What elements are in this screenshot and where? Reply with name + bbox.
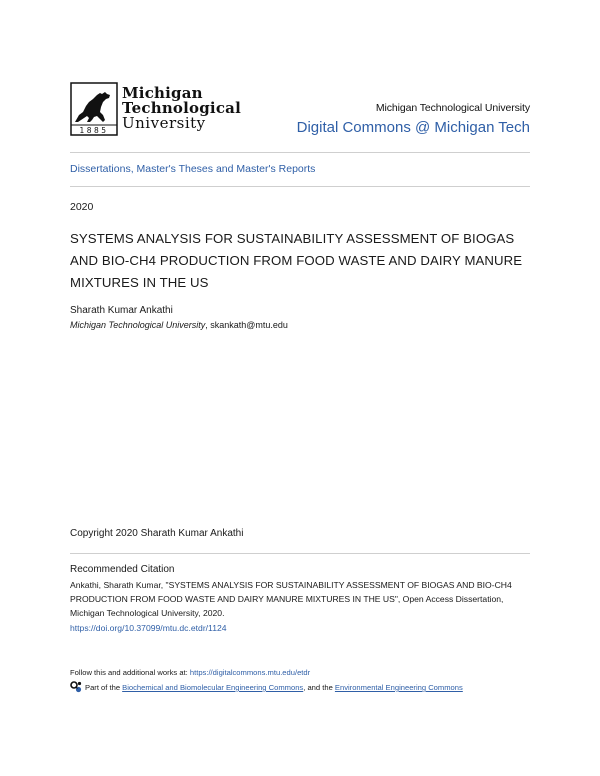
author-name: Sharath Kumar Ankathi (70, 305, 173, 316)
citation-body (70, 578, 530, 635)
university-logo[interactable] (70, 82, 245, 138)
environmental-commons-link[interactable]: Environmental Engineering Commons (334, 683, 463, 692)
doi-link[interactable]: https://doi.org/10.37099/mtu.dc.etdr/1124 (70, 622, 227, 633)
logo-year: 1885 (79, 126, 109, 135)
publication-year: 2020 (70, 201, 94, 213)
author-email: , skankath@mtu.edu (205, 320, 288, 330)
follow-prefix: Follow this and additional works at: (70, 668, 190, 677)
part-middle: , and the (303, 683, 335, 692)
author-affiliation (70, 320, 288, 330)
citation-text: Ankathi, Sharath Kumar, "SYSTEMS ANALYSIS FOR SUSTAINABILITY ASSESSMENT OF BIOGAS AND BIO-CH4 PRODUCTION FROM FOOD WASTE AND DAIRY MANURE MIXTURES IN THE US", Open Access Dissertation, Michigan Technological University, 2020. (70, 580, 512, 619)
logo-line-2: Technological (122, 99, 241, 117)
logo-line-1: Michigan (122, 84, 203, 102)
logo-wordmark (122, 86, 241, 131)
husky-logo-icon (70, 82, 118, 136)
follow-line (70, 668, 310, 677)
logo-line-3: University (122, 114, 206, 132)
network-icon (70, 681, 82, 693)
divider-citation (70, 553, 530, 554)
collection-link[interactable]: Dissertations, Master's Theses and Master's Reports (70, 163, 316, 175)
document-title: SYSTEMS ANALYSIS FOR SUSTAINABILITY ASSESSMENT OF BIOGAS AND BIO-CH4 PRODUCTION FROM FOOD WASTE AND DAIRY MANURE MIXTURES IN THE US (70, 231, 523, 290)
header-university: Michigan Technological University (375, 102, 530, 114)
affiliation-name: Michigan Technological University (70, 320, 206, 330)
part-prefix: Part of the (85, 683, 123, 692)
header-right (297, 102, 530, 136)
divider-top (70, 152, 530, 153)
copyright-notice: Copyright 2020 Sharath Kumar Ankathi (70, 528, 244, 539)
citation-heading: Recommended Citation (70, 564, 175, 575)
part-of-line (70, 681, 530, 694)
divider-collection (70, 186, 530, 187)
biochemical-commons-link[interactable]: Biochemical and Biomolecular Engineering Commons (122, 683, 304, 692)
repository-link[interactable]: Digital Commons @ Michigan Tech (296, 119, 530, 136)
follow-link[interactable]: https://digitalcommons.mtu.edu/etdr (189, 668, 311, 677)
